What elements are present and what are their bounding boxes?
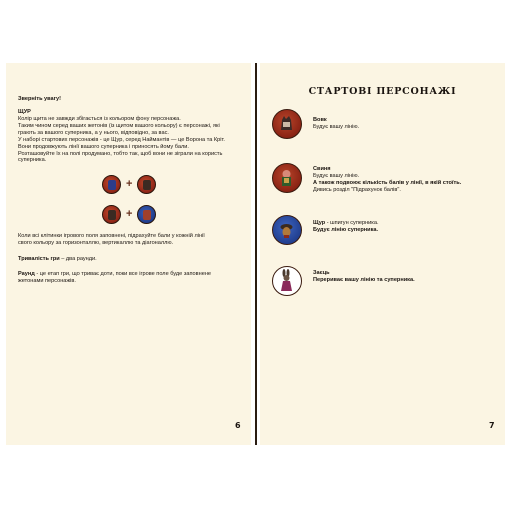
rat-token-icon <box>272 215 302 245</box>
scoring-paragraph: Коли всі клітинки ігрового поля заповнені, підрахуйте бали у кожній лінії свого кольору за горизонталлю, вертикаллю та діагоналлю. <box>18 233 205 246</box>
intro-paragraph: Колір щита не завжди збігається із кольором фону персонажа. Таким чином серед ваших жетонів (із щитом вашого кольору) є персонажі, які грають за вашого суперника, а у нього, відповідно, за вас. У наборі стартових персонажів - це Щур, серед Наймантів — це Ворона та Кріт. Вони продовжують лінії вашого суперника і приносять йому бали. Розташовуйте їх на полі продумано, тобто так, щоб вони не зіграли на користь суперника. <box>18 116 225 164</box>
hare-description: Заєць Перериває вашу лінію та суперника. <box>313 270 415 283</box>
wolf-description: Вовк Будує вашу лінію. <box>313 117 360 130</box>
left-page <box>6 63 251 445</box>
blue-token-icon <box>137 205 156 224</box>
red-token-icon <box>102 205 121 224</box>
page-number: 6 <box>235 421 241 430</box>
round-definition: Раунд - це етап гри, що триває доти, поки все ігрове поле буде заповнене жетонами персонажів. <box>18 271 212 284</box>
pig-description: Свиня Будує вашу лінію. А також подвоює кількість балів у лінії, в якій стоїть. Дивись розділ "Підрахунок балів". <box>313 166 462 193</box>
attention-heading: Зверніть увагу! <box>18 96 61 102</box>
book-spine <box>255 63 257 445</box>
rat-description: Щур - шпигун суперника. Будує лінію суперника. <box>313 220 379 233</box>
pig-token-icon <box>272 163 302 193</box>
wolf-token-icon <box>272 109 302 139</box>
right-page <box>260 63 505 445</box>
duration-line: Тривалість гри – два раунди. <box>18 256 97 262</box>
plus-sign: + <box>126 178 133 190</box>
rat-subheading: ЩУР <box>18 109 31 115</box>
page-title: СТАРТОВІ ПЕРСОНАЖІ <box>308 86 457 97</box>
hare-token-icon <box>272 266 302 296</box>
red-token-icon <box>137 175 156 194</box>
red-token-icon <box>102 175 121 194</box>
plus-sign: + <box>126 208 133 220</box>
page-number: 7 <box>489 421 495 430</box>
